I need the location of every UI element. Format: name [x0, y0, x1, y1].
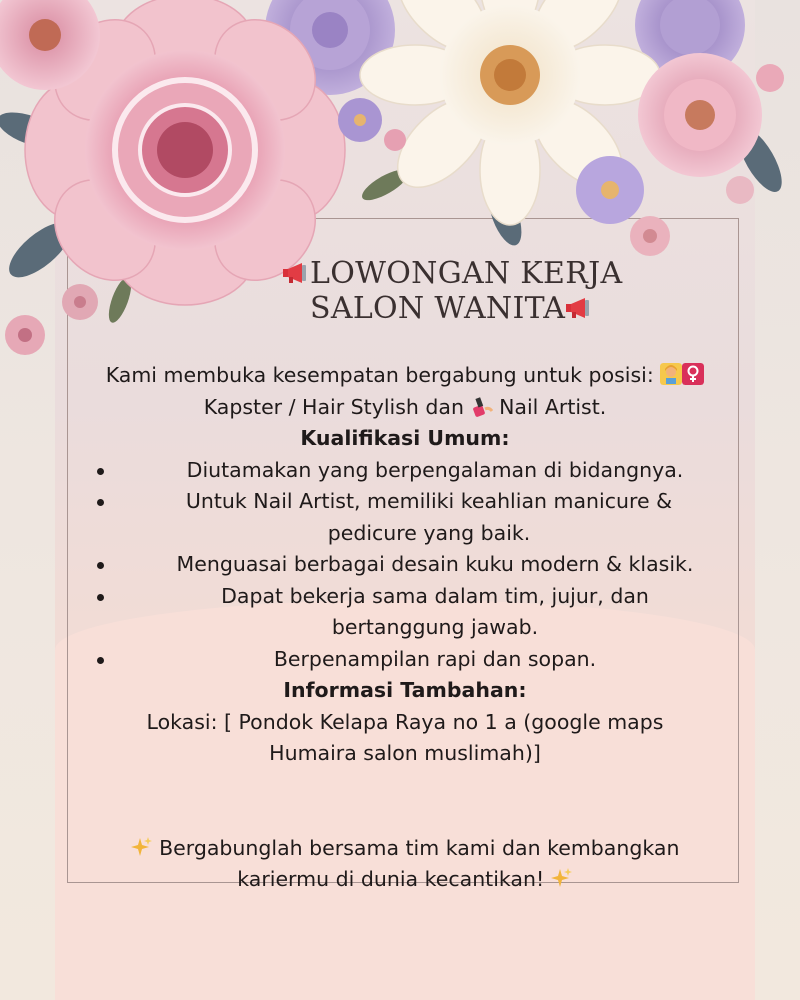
poster-content: [80, 360, 730, 896]
megaphone-icon: [282, 262, 310, 284]
sparkles-icon: [131, 836, 153, 858]
list-item: Berpenampilan rapi dan sopan.: [80, 644, 730, 676]
pink-flower-icon: [638, 53, 762, 177]
nail-polish-icon: [471, 395, 493, 417]
closing-text: [80, 833, 730, 896]
additional-info-heading: Informasi Tambahan:: [283, 678, 527, 702]
sparkles-icon: [551, 867, 573, 889]
list-item: Menguasai berbagai desain kuku modern & klasik.: [80, 549, 730, 581]
title-line-1: LOWONGAN KERJA: [310, 256, 623, 291]
poster-title: [270, 256, 670, 326]
female-sign-icon: [682, 363, 704, 385]
list-item: Untuk Nail Artist, memiliki keahlian manicure & pedicure yang baik.: [80, 486, 730, 549]
megaphone-icon: [565, 297, 593, 319]
closing-message: Bergabunglah bersama tim kami dan kembangkan kariermu di dunia kecantikan!: [159, 835, 680, 891]
location-text: Lokasi: [ Pondok Kelapa Raya no 1 a (google maps Humaira salon muslimah)]: [146, 709, 664, 765]
intro-text: [80, 360, 730, 423]
intro-line-2a: Kapster / Hair Stylish dan: [203, 394, 464, 419]
title-line-2: SALON WANITA: [310, 291, 566, 326]
qualifications-list: [80, 455, 730, 676]
intro-line-1: Kami membuka kesempatan bergabung untuk posisi:: [105, 363, 654, 387]
list-item: Diutamakan yang berpengalaman di bidangnya.: [80, 455, 730, 487]
list-item: Dapat bekerja sama dalam tim, jujur, dan bertanggung jawab.: [80, 581, 730, 644]
intro-line-2b: Nail Artist.: [499, 394, 607, 419]
qualifications-heading: Kualifikasi Umum:: [300, 426, 510, 450]
hairdresser-icon: [660, 363, 682, 385]
